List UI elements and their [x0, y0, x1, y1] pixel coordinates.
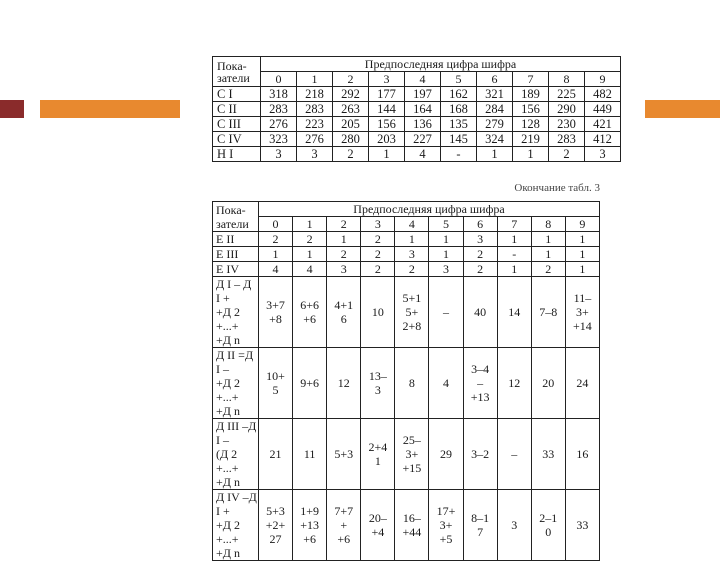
table-cell: 1: [327, 232, 361, 247]
digit-header: 2: [327, 217, 361, 232]
table-cell: 482: [585, 87, 621, 102]
table-cell: 10+ 5: [259, 348, 293, 419]
table-cell: 2: [361, 232, 395, 247]
table-cell: 2: [333, 147, 369, 162]
digits-row: [213, 217, 600, 232]
table-cell: 225: [549, 87, 585, 102]
row-label: Д II =Д I – +Д 2 +...+ +Д n: [213, 348, 259, 419]
table-row: [213, 348, 600, 419]
table-cell: 25– 3+ +15: [395, 419, 429, 490]
table-row: [213, 277, 600, 348]
digit-header: 3: [361, 217, 395, 232]
table-cell: 412: [585, 132, 621, 147]
table-row: [213, 147, 621, 162]
table-row: [213, 232, 600, 247]
table-cell: 4: [429, 348, 463, 419]
table-cell: 3+7 +8: [259, 277, 293, 348]
digit-header: 2: [333, 72, 369, 87]
table-cell: 3: [261, 147, 297, 162]
table-cell: 29: [429, 419, 463, 490]
digit-header: 0: [261, 72, 297, 87]
table-cell: 11: [293, 419, 327, 490]
table-cell: 17+ 3+ +5: [429, 490, 463, 561]
digits-row: [213, 72, 621, 87]
table-cell: 283: [549, 132, 585, 147]
table-cell: 3–4 – +13: [463, 348, 497, 419]
table-cell: 2: [463, 247, 497, 262]
table-cell: 3: [497, 490, 531, 561]
table-cell: 8–1 7: [463, 490, 497, 561]
digit-header: 4: [405, 72, 441, 87]
table-cell: 128: [513, 117, 549, 132]
table-cell: 218: [297, 87, 333, 102]
table-cell: 1: [259, 247, 293, 262]
table-cell: 5+3: [327, 419, 361, 490]
digit-header: 5: [429, 217, 463, 232]
table-cell: -: [497, 247, 531, 262]
table-cell: 230: [549, 117, 585, 132]
digit-header: 4: [395, 217, 429, 232]
table-cell: 1: [565, 262, 599, 277]
row-label: Д IV –Д I + +Д 2 +...+ +Д n: [213, 490, 259, 561]
digit-header: 1: [297, 72, 333, 87]
table-cell: 7–8: [531, 277, 565, 348]
table-2: [212, 201, 600, 561]
table-cell: 323: [261, 132, 297, 147]
table-cell: 2: [549, 147, 585, 162]
table-cell: 2+4 1: [361, 419, 395, 490]
table-cell: 24: [565, 348, 599, 419]
row-label: C IV: [213, 132, 261, 147]
table-cell: –: [429, 277, 463, 348]
table-cell: 290: [549, 102, 585, 117]
table-cell: 7+7 + +6: [327, 490, 361, 561]
table-cell: 3: [297, 147, 333, 162]
table-cell: 144: [369, 102, 405, 117]
table-cell: 2: [293, 232, 327, 247]
table-cell: 205: [333, 117, 369, 132]
table-cell: 227: [405, 132, 441, 147]
table-cell: 5+1 5+ 2+8: [395, 277, 429, 348]
table-cell: 4: [293, 262, 327, 277]
table-cell: 136: [405, 117, 441, 132]
row-label: Д III –Д I – (Д 2 +...+ +Д n: [213, 419, 259, 490]
row-label: C I: [213, 87, 261, 102]
table-cell: 12: [497, 348, 531, 419]
table-cell: 1: [477, 147, 513, 162]
table-cell: 1: [497, 262, 531, 277]
label-header: Пока- затели: [213, 57, 261, 87]
table-row: [213, 262, 600, 277]
header-row: [213, 202, 600, 217]
table-cell: 3: [327, 262, 361, 277]
group-header: Предпоследняя цифра шифра: [259, 202, 600, 217]
label-header: Пока- затели: [213, 202, 259, 232]
table-cell: 8: [395, 348, 429, 419]
table-cell: 421: [585, 117, 621, 132]
table-cell: 1: [531, 247, 565, 262]
table-cell: 156: [513, 102, 549, 117]
table-cell: 283: [261, 102, 297, 117]
table-cell: 40: [463, 277, 497, 348]
table-cell: 276: [261, 117, 297, 132]
table-cell: 284: [477, 102, 513, 117]
table-cell: 4+1 6: [327, 277, 361, 348]
row-label: E III: [213, 247, 259, 262]
table-cell: 33: [531, 419, 565, 490]
table-cell: 279: [477, 117, 513, 132]
header-row: [213, 57, 621, 72]
table-cell: 2: [361, 262, 395, 277]
table-cell: 12: [327, 348, 361, 419]
table-cell: 6+6 +6: [293, 277, 327, 348]
table-cell: 16– +44: [395, 490, 429, 561]
table-cell: 162: [441, 87, 477, 102]
table-cell: 197: [405, 87, 441, 102]
digit-header: 5: [441, 72, 477, 87]
table-cell: 3: [429, 262, 463, 277]
table-cell: –: [497, 419, 531, 490]
table-cell: 156: [369, 117, 405, 132]
table-cell: 219: [513, 132, 549, 147]
table-row: [213, 87, 621, 102]
table-1: [212, 56, 621, 162]
table-cell: 280: [333, 132, 369, 147]
table-cell: 223: [297, 117, 333, 132]
table-cell: 168: [441, 102, 477, 117]
table-cell: 1: [429, 247, 463, 262]
table-cell: 11– 3+ +14: [565, 277, 599, 348]
table-cell: 1: [293, 247, 327, 262]
decor-bar-dark-left: [0, 100, 24, 118]
table-row: [213, 419, 600, 490]
digit-header: 6: [463, 217, 497, 232]
digit-header: 7: [497, 217, 531, 232]
table-row: [213, 102, 621, 117]
table-cell: 3: [585, 147, 621, 162]
digit-header: 0: [259, 217, 293, 232]
row-label: E II: [213, 232, 259, 247]
table-cell: 1: [565, 232, 599, 247]
table-cell: 3–2: [463, 419, 497, 490]
table-cell: 189: [513, 87, 549, 102]
table-cell: 1: [513, 147, 549, 162]
table-cell: 283: [297, 102, 333, 117]
table-cell: 2: [395, 262, 429, 277]
row-label: E IV: [213, 262, 259, 277]
table-cell: 20– +4: [361, 490, 395, 561]
table-cell: -: [441, 147, 477, 162]
table-cell: 2: [463, 262, 497, 277]
table-cell: 318: [261, 87, 297, 102]
row-label: H I: [213, 147, 261, 162]
table-cell: 10: [361, 277, 395, 348]
table-cell: 276: [297, 132, 333, 147]
table-cell: 13– 3: [361, 348, 395, 419]
table-cell: 1: [369, 147, 405, 162]
table-cell: 9+6: [293, 348, 327, 419]
table-row: [213, 117, 621, 132]
table-cell: 135: [441, 117, 477, 132]
table-cell: 263: [333, 102, 369, 117]
table-cell: 203: [369, 132, 405, 147]
table-row: [213, 247, 600, 262]
table-cell: 2: [327, 247, 361, 262]
decor-bar-orange-right: [645, 100, 720, 118]
table-row: [213, 490, 600, 561]
table-cell: 2–1 0: [531, 490, 565, 561]
table-cell: 2: [259, 232, 293, 247]
table-cell: 1: [531, 232, 565, 247]
table-cell: 2: [531, 262, 565, 277]
table-cell: 33: [565, 490, 599, 561]
table-cell: 3: [395, 247, 429, 262]
row-label: Д I – Д I + +Д 2 +...+ +Д n: [213, 277, 259, 348]
table-cell: 324: [477, 132, 513, 147]
digit-header: 6: [477, 72, 513, 87]
row-label: C III: [213, 117, 261, 132]
table-cell: 1: [497, 232, 531, 247]
table-cell: 145: [441, 132, 477, 147]
table-cell: 321: [477, 87, 513, 102]
digit-header: 8: [549, 72, 585, 87]
digit-header: 9: [585, 72, 621, 87]
table-cell: 14: [497, 277, 531, 348]
digit-header: 8: [531, 217, 565, 232]
table-cell: 164: [405, 102, 441, 117]
row-label: C II: [213, 102, 261, 117]
table-cell: 177: [369, 87, 405, 102]
table-cell: 1+9 +13 +6: [293, 490, 327, 561]
table-caption-continuation: Окончание табл. 3: [514, 182, 600, 191]
table-cell: 4: [405, 147, 441, 162]
table-cell: 4: [259, 262, 293, 277]
table-cell: 3: [463, 232, 497, 247]
table-cell: 1: [429, 232, 463, 247]
table-cell: 16: [565, 419, 599, 490]
table-cell: 20: [531, 348, 565, 419]
decor-bar-orange-left: [40, 100, 180, 118]
table-cell: 449: [585, 102, 621, 117]
digit-header: 3: [369, 72, 405, 87]
table-cell: 1: [395, 232, 429, 247]
table-cell: 2: [361, 247, 395, 262]
group-header: Предпоследняя цифра шифра: [261, 57, 621, 72]
digit-header: 9: [565, 217, 599, 232]
table-cell: 292: [333, 87, 369, 102]
digit-header: 7: [513, 72, 549, 87]
table-cell: 1: [565, 247, 599, 262]
table-row: [213, 132, 621, 147]
digit-header: 1: [293, 217, 327, 232]
table-cell: 21: [259, 419, 293, 490]
table-cell: 5+3 +2+ 27: [259, 490, 293, 561]
